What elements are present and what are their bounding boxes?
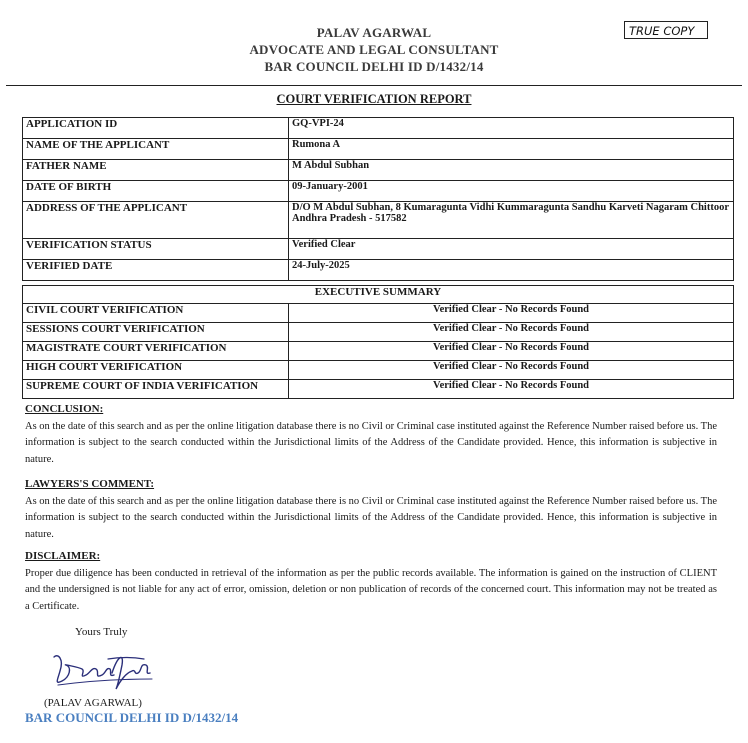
disclaimer-heading: DISCLAIMER: [25, 550, 101, 562]
summary-value: Verified Clear - No Records Found [289, 304, 734, 323]
detail-value: Rumona A [289, 139, 734, 160]
detail-value: 09-January-2001 [289, 181, 734, 202]
detail-value: 24-July-2025 [289, 260, 734, 281]
summary-heading: EXECUTIVE SUMMARY [23, 286, 734, 304]
header-divider [6, 85, 742, 86]
applicant-details-table [22, 117, 734, 281]
conclusion-heading: CONCLUSION: [25, 403, 104, 415]
detail-label: NAME OF THE APPLICANT [23, 139, 289, 160]
table-row [23, 304, 734, 323]
table-row [23, 286, 734, 304]
report-title: COURT VERIFICATION REPORT [276, 92, 472, 106]
detail-value: D/O M Abdul Subhan, 8 Kumaragunta Vidhi Kummaragunta Sandhu Karveti Nagaram Chittoor Andhra Pradesh - 517582 [289, 202, 734, 239]
summary-label: SESSIONS COURT VERIFICATION [23, 323, 289, 342]
detail-label: FATHER NAME [23, 160, 289, 181]
lawyers-comment-heading: LAWYERS'S COMMENT: [25, 478, 155, 490]
detail-value: M Abdul Subhan [289, 160, 734, 181]
header-bar-id: BAR COUNCIL DELHI ID D/1432/14 [264, 59, 484, 74]
table-row [23, 342, 734, 361]
table-row [23, 202, 734, 239]
conclusion-text: As on the date of this search and as per the online litigation database there is no Civil or Criminal case instituted against the Reference Number raised before us. The information is subject to the search conducted within the Jurisdictional limits of the Address of the Candidate provided. Hence, this information is subjective in nature. [25, 421, 718, 465]
true-copy-stamp: TRUE COPY [624, 21, 708, 39]
table-row [23, 118, 734, 139]
table-row [23, 380, 734, 399]
lawyers-comment-text: As on the date of this search and as per the online litigation database there is no Civil or Criminal case instituted against the Reference Number raised before us. The information is subject to the search conducted within the Jurisdictional limits of the Address of the Candidate provided. Hence, this information is subjective in nature. [25, 496, 718, 540]
table-row [23, 361, 734, 380]
summary-label: MAGISTRATE COURT VERIFICATION [23, 342, 289, 361]
detail-label: VERIFIED DATE [23, 260, 289, 281]
summary-value: Verified Clear - No Records Found [289, 342, 734, 361]
detail-label: ADDRESS OF THE APPLICANT [23, 202, 289, 239]
table-row [23, 160, 734, 181]
signature-image [48, 645, 158, 698]
detail-value: GQ-VPI-24 [289, 118, 734, 139]
summary-label: CIVIL COURT VERIFICATION [23, 304, 289, 323]
summary-value: Verified Clear - No Records Found [289, 323, 734, 342]
closing-salutation: Yours Truly [75, 626, 128, 638]
summary-label: HIGH COURT VERIFICATION [23, 361, 289, 380]
disclaimer-text: Proper due diligence has been conducted in retrieval of the information as per the public records available. The information is gained on the instruction of CLIENT and the undersigned is not liable for any act of error, omission, deletion or non publication of records of the concerned court. This information may not be treated as a Certificate. [25, 568, 717, 612]
detail-label: VERIFICATION STATUS [23, 239, 289, 260]
summary-value: Verified Clear - No Records Found [289, 361, 734, 380]
detail-label: DATE OF BIRTH [23, 181, 289, 202]
table-row [23, 139, 734, 160]
executive-summary-table [22, 285, 734, 399]
summary-label: SUPREME COURT OF INDIA VERIFICATION [23, 380, 289, 399]
table-row [23, 181, 734, 202]
table-row [23, 239, 734, 260]
detail-label: APPLICATION ID [23, 118, 289, 139]
signer-name: (PALAV AGARWAL) [44, 697, 142, 709]
table-row [23, 260, 734, 281]
advocate-designation: ADVOCATE AND LEGAL CONSULTANT [249, 42, 499, 57]
detail-value: Verified Clear [289, 239, 734, 260]
table-row [23, 323, 734, 342]
signoff-bar-id: BAR COUNCIL DELHI ID D/1432/14 [25, 710, 239, 725]
advocate-name: PALAV AGARWAL [316, 25, 432, 40]
summary-value: Verified Clear - No Records Found [289, 380, 734, 399]
